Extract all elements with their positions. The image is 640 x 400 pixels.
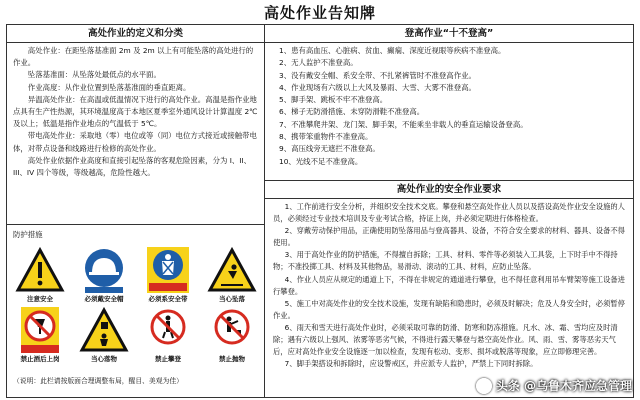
definition-paragraph: 高处作业依据作业高度和直接引起坠落的客观危险因素，分为 I、II、III、IV 四个等级，等级越高，危险性越大。 [13, 155, 252, 178]
list-item: 7、脚手架搭设和拆除时，应设警戒区，并应派专人监护，严禁上下同时拆除。 [284, 359, 538, 369]
list-item: 10、光线不足不准登高。 [279, 156, 363, 166]
page-title: 高处作业告知牌 [263, 4, 376, 22]
definition-paragraph: 坠落基准面：从坠落处最低点的水平面。 [27, 70, 161, 80]
list-item: 3、用于高处作业的防护措施，不得擅自拆除；工具、材料、零件等必须装入工具袋，上下时手中不得持物；不准投掷工具、材料及其他物品，易滑动、滚动的工具、材料，应防止坠落。 [273, 250, 618, 272]
warning-triangle-icon [15, 247, 65, 293]
list-item: 5、施工中对高处作业的安全技术设施，发现有缺陷和隐患时，必须及时解决；危及人身安全时，必须暂停作业。 [273, 298, 625, 320]
right-column [265, 25, 633, 397]
harness-icon [143, 247, 193, 293]
list-item: 5、脚手架、跳板不牢不准登高。 [279, 95, 388, 105]
list-item: 2、无人监护不准登高。 [279, 58, 358, 68]
definition-section [7, 25, 264, 225]
sign-no-climb [141, 307, 195, 363]
list-item: 2、穿戴劳动保护用品，正确使用防坠落用品与登高器具、设备，不符合安全要求的材料、器具、设备不得使用。 [273, 226, 625, 248]
list-item: 7、不准攀爬井架、龙门架、脚手架，不能乘坐非载人的垂直运输设备登高。 [279, 119, 528, 129]
notice-board [6, 24, 634, 398]
definition-body [7, 43, 264, 181]
falling-object-icon [79, 307, 129, 353]
sign-caption: 禁止抛物 [219, 355, 245, 363]
sign-no-throw [205, 307, 259, 363]
definition-paragraph: 作业高度：从作业位置到坠落基准面的垂直距离。 [27, 82, 191, 92]
layout-note: （说明：此栏请按版面合理调整布局，醒目、美观为佳） [13, 377, 183, 385]
sign-row [13, 307, 259, 363]
sign-caption: 必须系安全带 [148, 295, 188, 303]
watermark-text: 头条 @乌鲁木齐应急管理 [495, 379, 632, 393]
sign-caution [13, 247, 67, 303]
list-item: 3、没有戴安全帽、系安全带、不扎紧裤管时不准登高作业。 [279, 70, 476, 80]
list-item: 6、梯子无防滑措施、未穿防滑鞋不准登高。 [279, 107, 425, 117]
definition-paragraph: 高处作业：在距坠落基准面 2m 及 2m 以上有可能坠落的高处进行的作业。 [13, 46, 254, 68]
sign-row [13, 247, 259, 303]
sign-caption: 当心坠落 [219, 295, 245, 303]
list-item: 1、患有高血压、心脏病、贫血、癫痫、深度近视眼等疾病不准登高。 [279, 46, 506, 55]
no-throw-icon [207, 307, 257, 353]
sign-falling-object [77, 307, 131, 363]
helmet-icon [79, 247, 129, 293]
list-item: 4、作业人员应从规定的通道上下，不得在非规定的通道进行攀登，也不得任意利用吊车臂架等施工设备进行攀登。 [273, 274, 625, 296]
list-item: 9、高压线旁无遮拦不准登高。 [279, 144, 380, 154]
ten-rules-list [265, 43, 633, 168]
list-item: 6、雨天和雪天进行高处作业时，必须采取可靠的防滑、防寒和防冻措施。凡水、冰、霜、雪均应及时清除；遇有六级以上强风、浓雾等恶劣气候，不得进行露天攀登与悬空高处作业。风、雨、雪、雾等恶劣天气后，应对高处作业安全设施逐一加以检查，发现有松动、变形、损坏或脱落等现象，应立即修理完善。 [273, 322, 618, 357]
list-item: 8、携带笨重物件不准登高。 [279, 132, 373, 142]
definition-heading: 高处作业的定义和分类 [7, 25, 264, 43]
watermark [476, 377, 632, 394]
requirements-section [265, 181, 633, 397]
requirements-list [265, 199, 633, 370]
list-item: 1、工作前进行安全分析，并组织安全技术交底。攀登和悬空高处作业人员以及搭设高处作业安全设施的人员，必须经过专业技术培训及专业考试合格，持证上岗，并必须定期进行体格检查。 [273, 202, 625, 224]
protection-section [7, 225, 264, 397]
list-item: 4、作业现场有六级以上大风及暴雨、大雪、大雾不准登高。 [279, 82, 476, 92]
left-column [7, 25, 265, 397]
sign-caption: 禁止酒后上岗 [20, 355, 60, 363]
ten-rules-heading: 登高作业“十不登高” [265, 25, 633, 43]
watermark-logo-icon [476, 378, 492, 394]
protection-heading: 防护措施 [13, 230, 43, 239]
sign-no-drinking [13, 307, 67, 363]
fall-warning-icon [207, 247, 257, 293]
sign-helmet [77, 247, 131, 303]
sign-caption: 禁止攀登 [155, 355, 181, 363]
ten-rules-section [265, 25, 633, 181]
requirements-heading: 高处作业的安全作业要求 [265, 181, 633, 199]
sign-caption: 当心落物 [91, 355, 117, 363]
definition-paragraph: 带电高处作业：采取地（零）电位或等（同）电位方式接近或接触带电体，对带点设备和线路进行检修的高处作业。 [13, 131, 257, 153]
no-drinking-icon [15, 307, 65, 353]
sign-fall [205, 247, 259, 303]
sign-caption: 必须戴安全帽 [84, 295, 124, 303]
sign-caption: 注意安全 [27, 295, 53, 303]
safety-signs [13, 247, 259, 367]
sign-harness [141, 247, 195, 303]
definition-paragraph: 异温高处作业：在高温或低温情况下进行的高处作业。高温是指作业地点具有生产性热源，其环境温度高于本地区夏季室外通风设计计算温度 2℃ 及以上；低温是指作业地点的气温低于 5℃。 [13, 94, 258, 129]
no-entry-person-icon [143, 307, 193, 353]
